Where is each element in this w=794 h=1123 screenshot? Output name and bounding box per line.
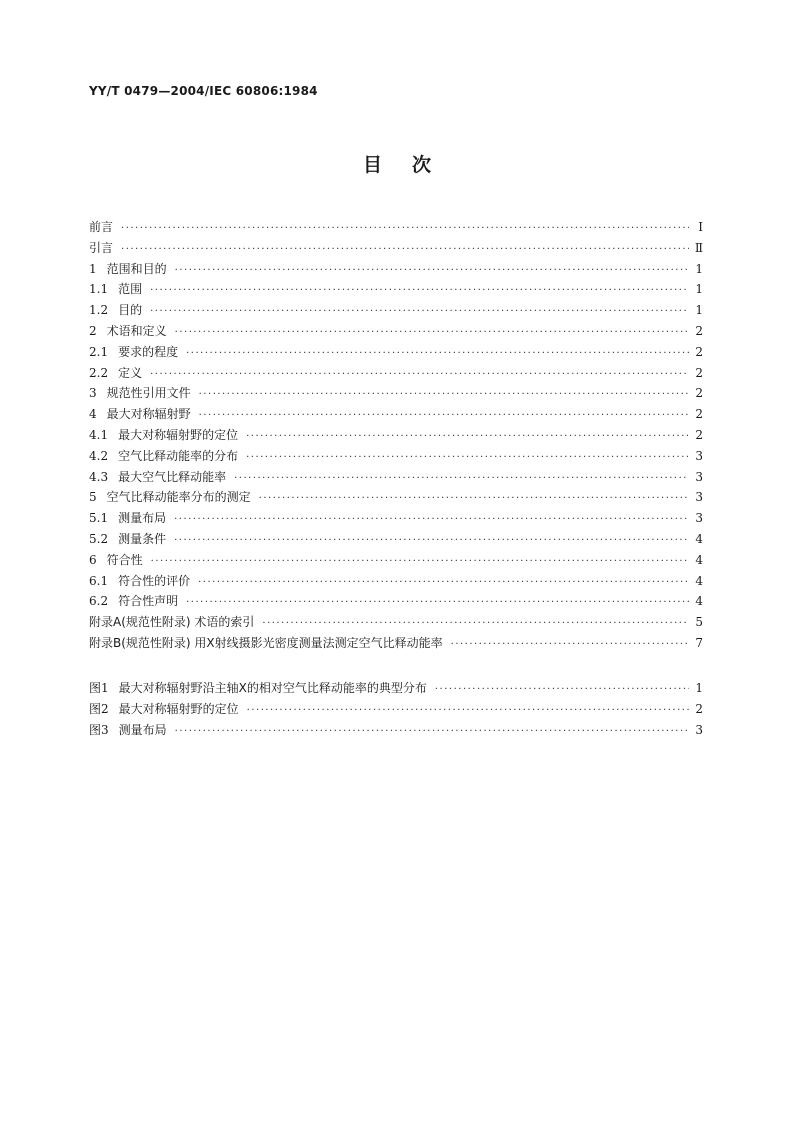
toc-entry-number: 5.1 bbox=[89, 511, 109, 526]
toc-entry-title: 符合性 bbox=[106, 552, 143, 567]
toc-entry-introduction[interactable] bbox=[89, 238, 703, 259]
toc-entry-title: 规范性引用文件 bbox=[106, 386, 191, 401]
toc-leader-dots bbox=[175, 261, 689, 282]
toc-entry-page: 3 bbox=[695, 448, 703, 463]
toc-entry-number: 2.2 bbox=[89, 365, 109, 380]
toc-entry-number: 1 bbox=[89, 261, 97, 276]
figure-number: 图3 bbox=[89, 722, 109, 737]
toc-entry-section-5-1[interactable] bbox=[89, 508, 703, 529]
toc-entry-section-6-2[interactable] bbox=[89, 591, 703, 612]
toc-entry-number: 5 bbox=[89, 490, 97, 505]
toc-leader-dots bbox=[150, 365, 689, 386]
toc-entry-title: 空气比释动能率分布的测定 bbox=[106, 490, 251, 505]
toc-leader-dots bbox=[246, 448, 689, 469]
toc-entry-page: 3 bbox=[695, 469, 703, 484]
toc-entry-title: 符合性的评价 bbox=[118, 573, 191, 588]
toc-leader-dots bbox=[175, 722, 689, 743]
toc-leader-dots bbox=[174, 510, 689, 531]
toc-entry-page: 1 bbox=[695, 261, 703, 276]
toc-entry-page: 4 bbox=[695, 531, 703, 546]
toc-entry-page: 4 bbox=[695, 594, 703, 609]
toc-leader-dots bbox=[199, 406, 689, 427]
figure-entry-2[interactable] bbox=[89, 699, 703, 720]
toc-entry-number: 4.1 bbox=[89, 427, 109, 442]
toc-leader-dots bbox=[259, 489, 689, 510]
toc-leader-dots bbox=[199, 385, 689, 406]
figure-list bbox=[89, 678, 703, 740]
toc-entry-page: Ⅰ bbox=[698, 220, 703, 234]
toc-entry-title: 要求的程度 bbox=[118, 344, 179, 359]
toc-entry-title: 符合性声明 bbox=[118, 594, 179, 609]
toc-leader-dots bbox=[247, 701, 689, 722]
toc-entry-section-2-1[interactable] bbox=[89, 342, 703, 363]
toc-entry-annex-a[interactable] bbox=[89, 612, 703, 633]
toc-entry-number: 3 bbox=[89, 386, 97, 401]
toc-entry-title: 目的 bbox=[118, 303, 143, 318]
toc-entry-annex-b[interactable] bbox=[89, 633, 703, 654]
figure-entry-3[interactable] bbox=[89, 720, 703, 741]
toc-entry-section-2-2[interactable] bbox=[89, 363, 703, 384]
document-header: YY/T 0479—2004/IEC 60806:1984 bbox=[89, 84, 318, 98]
toc-entry-page: 2 bbox=[695, 365, 703, 380]
toc-leader-dots bbox=[451, 635, 689, 656]
figure-number: 图1 bbox=[89, 681, 109, 695]
toc-leader-dots bbox=[198, 573, 689, 594]
toc-entry-section-6-1[interactable] bbox=[89, 571, 703, 592]
toc-entry-title: 最大对称辐射野的定位 bbox=[118, 427, 239, 442]
toc-leader-dots bbox=[186, 344, 689, 365]
toc-entry-page: 2 bbox=[695, 344, 703, 359]
figure-title: 最大对称辐射野的定位 bbox=[118, 701, 239, 716]
toc-entry-section-1-1[interactable] bbox=[89, 279, 703, 300]
toc-entry-section-3[interactable] bbox=[89, 383, 703, 404]
figure-number: 图2 bbox=[89, 701, 109, 716]
toc-entry-section-4-3[interactable] bbox=[89, 467, 703, 488]
figure-page: 3 bbox=[695, 722, 703, 737]
toc-entry-section-4[interactable] bbox=[89, 404, 703, 425]
toc-entry-section-6[interactable] bbox=[89, 550, 703, 571]
toc-entry-page: 2 bbox=[695, 386, 703, 401]
figure-title: 最大对称辐射野沿主轴X的相对空气比释动能率的典型分布 bbox=[118, 681, 427, 695]
toc-leader-dots bbox=[150, 302, 689, 323]
toc-leader-dots bbox=[150, 281, 689, 302]
toc-entry-title: 范围和目的 bbox=[106, 261, 167, 276]
table-of-contents bbox=[89, 217, 703, 654]
toc-entry-page: 7 bbox=[695, 635, 703, 650]
toc-entry-number: 5.2 bbox=[89, 531, 109, 546]
toc-entry-number: 2 bbox=[89, 323, 97, 338]
toc-entry-title: 最大对称辐射野 bbox=[106, 407, 191, 422]
toc-entry-page: Ⅱ bbox=[694, 240, 703, 255]
toc-leader-dots bbox=[121, 240, 689, 261]
toc-entry-section-1-2[interactable] bbox=[89, 300, 703, 321]
toc-entry-section-1[interactable] bbox=[89, 259, 703, 280]
toc-entry-title: 术语和定义 bbox=[106, 323, 167, 338]
toc-entry-title: 测量条件 bbox=[118, 531, 167, 546]
toc-leader-dots bbox=[234, 469, 689, 490]
toc-entry-page: 1 bbox=[695, 303, 703, 318]
page-title: 目次 bbox=[362, 154, 461, 176]
toc-leader-dots bbox=[435, 680, 689, 701]
toc-entry-page: 2 bbox=[695, 407, 703, 422]
toc-entry-number: 2.1 bbox=[89, 344, 109, 359]
toc-entry-title: 测量布局 bbox=[118, 511, 167, 526]
toc-leader-dots bbox=[121, 219, 689, 240]
figure-title: 测量布局 bbox=[118, 722, 167, 737]
toc-entry-title: 空气比释动能率的分布 bbox=[118, 448, 239, 463]
toc-entry-number: 4.3 bbox=[89, 469, 109, 484]
toc-entry-title: 定义 bbox=[118, 365, 143, 380]
toc-entry-title: 前言 bbox=[89, 220, 114, 234]
toc-entry-page: 2 bbox=[695, 323, 703, 338]
toc-leader-dots bbox=[246, 427, 689, 448]
toc-entry-page: 4 bbox=[695, 552, 703, 567]
toc-entry-page: 3 bbox=[695, 490, 703, 505]
toc-entry-number: 1.2 bbox=[89, 303, 109, 318]
toc-entry-number: 4 bbox=[89, 407, 97, 422]
toc-entry-page: 2 bbox=[695, 427, 703, 442]
toc-entry-number: 6.1 bbox=[89, 573, 109, 588]
toc-entry-page: 5 bbox=[695, 615, 703, 630]
toc-leader-dots bbox=[174, 531, 689, 552]
toc-entry-number: 6 bbox=[89, 552, 97, 567]
toc-entry-preface[interactable] bbox=[89, 217, 703, 238]
toc-entry-section-5-2[interactable] bbox=[89, 529, 703, 550]
figure-page: 1 bbox=[695, 681, 703, 695]
toc-entry-section-4-2[interactable] bbox=[89, 446, 703, 467]
toc-leader-dots bbox=[186, 593, 689, 614]
toc-entry-title: 最大空气比释动能率 bbox=[118, 469, 227, 484]
toc-entry-number: 6.2 bbox=[89, 594, 109, 609]
figure-page: 2 bbox=[695, 701, 703, 716]
figure-entry-1[interactable] bbox=[89, 678, 703, 699]
toc-entry-title: 附录B(规范性附录) 用X射线摄影光密度测量法测定空气比释动能率 bbox=[89, 635, 443, 650]
toc-leader-dots bbox=[151, 552, 689, 573]
toc-leader-dots bbox=[262, 614, 689, 635]
toc-entry-number: 4.2 bbox=[89, 448, 109, 463]
toc-entry-title: 范围 bbox=[118, 282, 143, 297]
toc-entry-page: 3 bbox=[695, 511, 703, 526]
toc-entry-page: 1 bbox=[695, 282, 703, 297]
toc-entry-title: 附录A(规范性附录) 术语的索引 bbox=[89, 615, 255, 630]
toc-entry-section-5[interactable] bbox=[89, 487, 703, 508]
toc-entry-page: 4 bbox=[695, 573, 703, 588]
toc-entry-section-4-1[interactable] bbox=[89, 425, 703, 446]
toc-entry-number: 1.1 bbox=[89, 282, 109, 297]
toc-leader-dots bbox=[175, 323, 689, 344]
toc-entry-section-2[interactable] bbox=[89, 321, 703, 342]
toc-entry-title: 引言 bbox=[89, 240, 114, 255]
